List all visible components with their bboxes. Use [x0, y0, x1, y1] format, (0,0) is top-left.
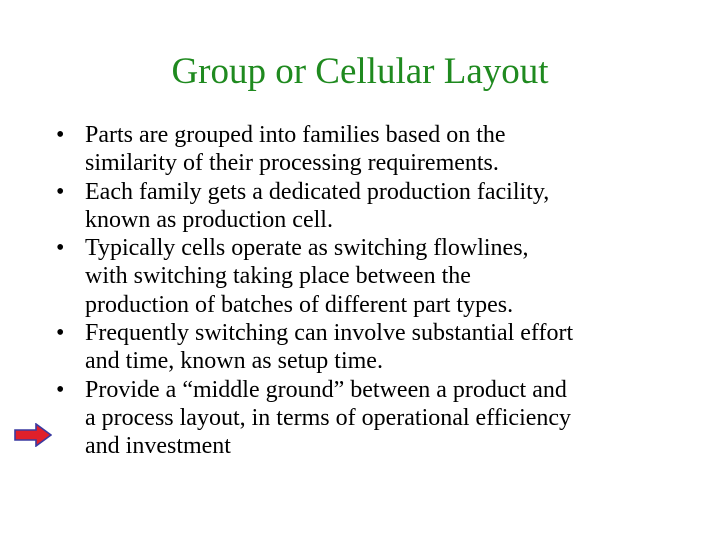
bullet-marker: • [56, 235, 65, 262]
bullet-line: and time, known as setup time. [85, 348, 383, 375]
bullet-line: a process layout, in terms of operational efficiency [85, 404, 572, 431]
bullet-list [56, 121, 696, 461]
bullet-marker: • [56, 178, 65, 205]
bullet-line: similarity of their processing requirements. [85, 150, 499, 177]
bullet-line: Parts are grouped into families based on the [85, 122, 506, 148]
bullet-item-5 [56, 376, 696, 461]
right-arrow-icon [14, 423, 52, 447]
bullet-item-4 [56, 319, 696, 376]
bullet-line: Typically cells operate as switching flowlines, [85, 235, 529, 262]
bullet-line: Each family gets a dedicated production facility, [85, 178, 550, 205]
bullet-line: production of batches of different part types. [85, 291, 514, 318]
bullet-item-3 [56, 234, 696, 319]
slide-title: Group or Cellular Layout [171, 51, 549, 92]
bullet-line: and investment [85, 433, 231, 460]
bullet-marker: • [56, 376, 65, 403]
bullet-line: Provide a “middle ground” between a product and [85, 376, 567, 403]
bullet-marker: • [56, 122, 65, 148]
bullet-line: known as production cell. [85, 206, 333, 233]
bullet-line: with switching taking place between the [85, 263, 471, 290]
bullet-item-1 [56, 121, 696, 178]
bullet-line: Frequently switching can involve substantial effort [85, 320, 574, 347]
bullet-marker: • [56, 320, 65, 347]
bullet-item-2 [56, 178, 696, 235]
